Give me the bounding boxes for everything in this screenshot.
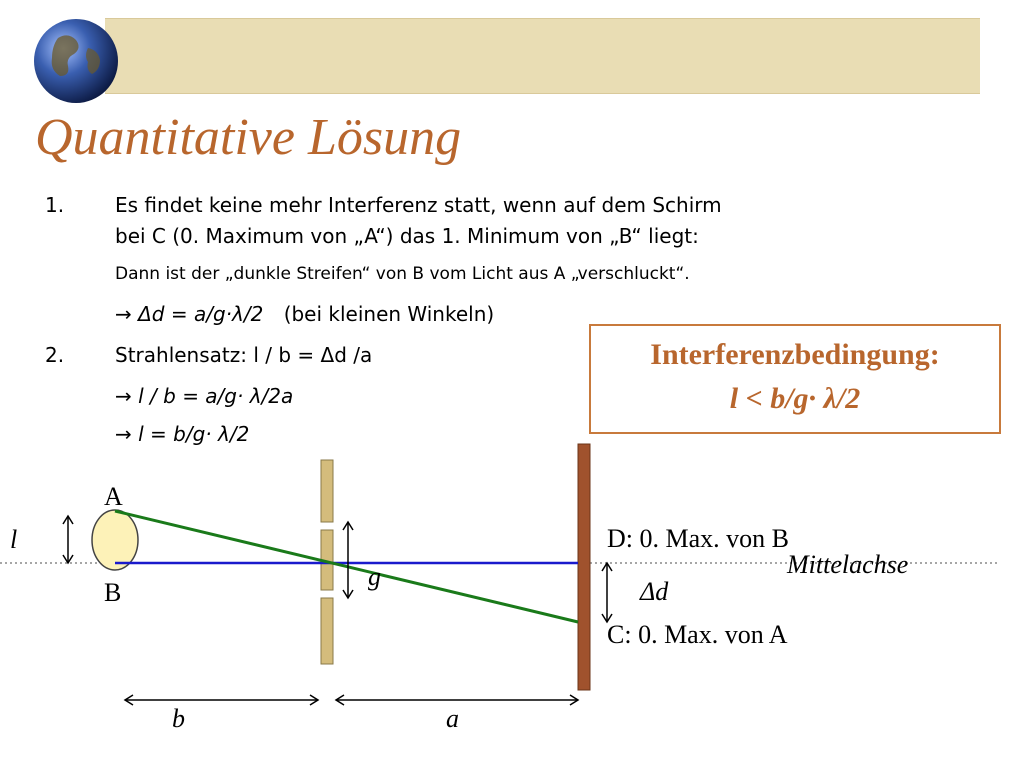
item-number-1: 1.	[45, 193, 65, 217]
item-1-line-1: Es findet keine mehr Interferenz statt, wenn auf dem Schirm	[115, 193, 722, 217]
wall-segment-bottom	[321, 598, 333, 664]
label-b-distance: b	[172, 704, 185, 733]
label-c-max: C: 0. Max. von A	[607, 620, 788, 649]
label-mittelachse: Mittelachse	[787, 550, 909, 579]
item-1-subtext: Dann ist der „dunkle Streifen“ von B vom Licht aus A „verschluckt“.	[115, 264, 690, 284]
label-l: l	[10, 525, 18, 554]
label-d-max: D: 0. Max. von B	[607, 524, 789, 553]
arrow-icon: →	[115, 384, 132, 408]
delta-d-formula: Δd = a/g·λ/2	[138, 302, 264, 326]
formula-2: l / b = a/g· λ/2a	[138, 384, 294, 408]
arrow-icon: →	[115, 422, 132, 446]
formula-3: l = b/g· λ/2	[138, 422, 250, 446]
label-a-distance: a	[446, 704, 459, 733]
light-source	[92, 510, 138, 570]
wall-segment-top	[321, 460, 333, 522]
small-angle-note: (bei kleinen Winkeln)	[283, 302, 495, 326]
label-g: g	[368, 562, 381, 591]
item-1-line-2: bei C (0. Maximum von „A“) das 1. Minimum von „B“ liegt:	[115, 224, 699, 248]
box-formula: l < b/g· λ/2	[729, 382, 861, 415]
slide-title: Quantitative Lösung	[35, 109, 462, 166]
arrow-icon: →	[115, 302, 132, 326]
label-a-point: A	[104, 482, 123, 511]
ray-from-a	[115, 511, 578, 622]
label-b-point: B	[104, 578, 122, 607]
item-number-2: 2.	[45, 343, 65, 367]
item-2-line-1: Strahlensatz: l / b = Δd /a	[115, 343, 373, 367]
label-delta-d: Δd	[640, 577, 669, 606]
screen	[578, 444, 590, 690]
box-heading: Interferenzbedingung:	[650, 338, 940, 371]
